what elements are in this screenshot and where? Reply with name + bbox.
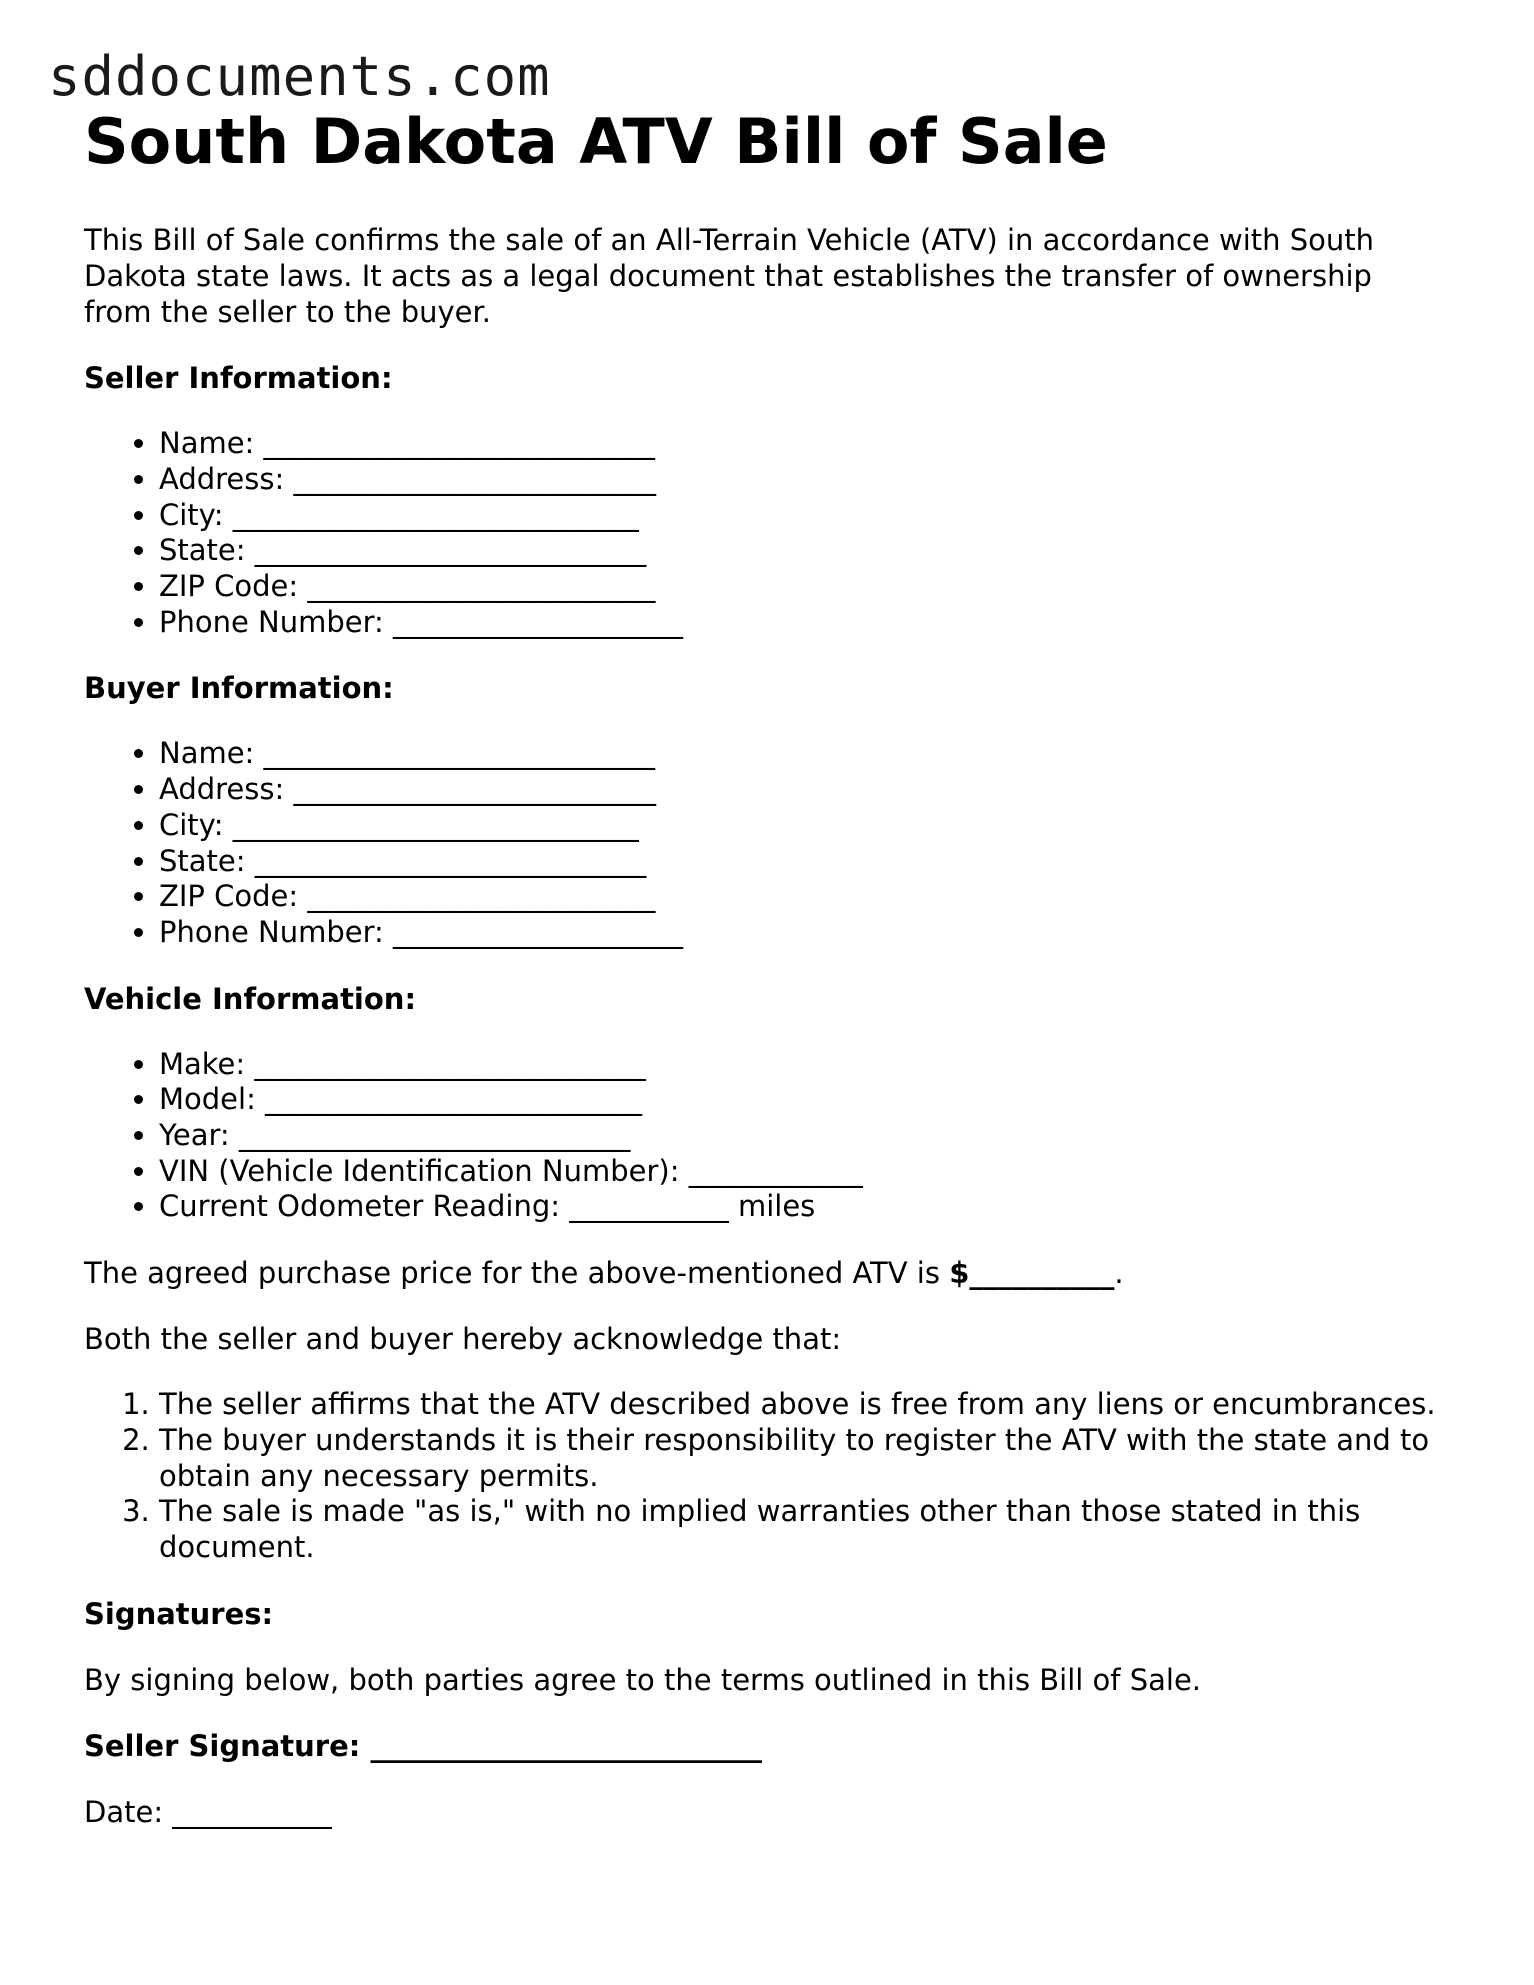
term-item: 1. The seller affirms that the ATV described above is free from any liens or encumbrances. [159,1387,1444,1423]
seller-phone-field: • Phone Number: ____________________ [159,605,1444,641]
seller-fields-list [84,426,1444,640]
vehicle-vin-field: • VIN (Vehicle Identification Number): ____________ [159,1154,1444,1190]
terms-list [84,1387,1444,1566]
seller-heading: Seller Information: [84,361,393,396]
seller-address-field: • Address: _________________________ [159,462,1444,498]
buyer-fields-list [84,736,1444,950]
seller-city-field: • City: ____________________________ [159,498,1444,534]
buyer-address-field: • Address: _________________________ [159,772,1444,808]
date-line: Date: ___________ [84,1794,332,1829]
vehicle-fields-list [84,1047,1444,1226]
buyer-phone-field: • Phone Number: ____________________ [159,915,1444,951]
term-item: 3. The sale is made "as is," with no implied warranties other than those stated in this document. [159,1494,1444,1565]
buyer-name-field: • Name: ___________________________ [159,736,1444,772]
site-watermark: sddocuments.com [48,45,551,108]
vehicle-heading: Vehicle Information: [84,981,417,1016]
intro-paragraph: This Bill of Sale confirms the sale of an All-Terrain Vehicle (ATV) in accordance with South Dakota state laws. It acts as a legal document that establishes the transfer of ownership from the seller to the buyer. [84,223,1375,330]
purchase-price-amount: $__________ [949,1256,1115,1291]
signatures-statement: By signing below, both parties agree to the terms outlined in this Bill of Sale. [84,1662,1202,1697]
page-title: South Dakota ATV Bill of Sale [84,105,1108,178]
seller-state-field: • State: ___________________________ [159,533,1444,569]
vehicle-year-field: • Year: ___________________________ [159,1118,1444,1154]
document-body [84,105,1444,1860]
buyer-zip-field: • ZIP Code: ________________________ [159,879,1444,915]
seller-signature-line: Seller Signature: ___________________________ [84,1728,762,1763]
signatures-heading: Signatures: [84,1596,274,1631]
purchase-price-end: . [1114,1256,1124,1291]
vehicle-make-field: • Make: ___________________________ [159,1047,1444,1083]
term-item: 2. The buyer understands it is their responsibility to register the ATV with the state and to obtain any necessary permits. [159,1423,1444,1494]
seller-name-field: • Name: ___________________________ [159,426,1444,462]
buyer-heading: Buyer Information: [84,671,394,706]
acknowledge-paragraph: Both the seller and buyer hereby acknowledge that: [84,1322,842,1357]
purchase-price-text: The agreed purchase price for the above-mentioned ATV is [84,1256,950,1291]
vehicle-odometer-field: • Current Odometer Reading: ___________ miles [159,1189,1444,1225]
buyer-city-field: • City: ____________________________ [159,808,1444,844]
vehicle-model-field: • Model: __________________________ [159,1082,1444,1118]
buyer-state-field: • State: ___________________________ [159,844,1444,880]
purchase-price-paragraph [84,1255,1444,1291]
seller-zip-field: • ZIP Code: ________________________ [159,569,1444,605]
